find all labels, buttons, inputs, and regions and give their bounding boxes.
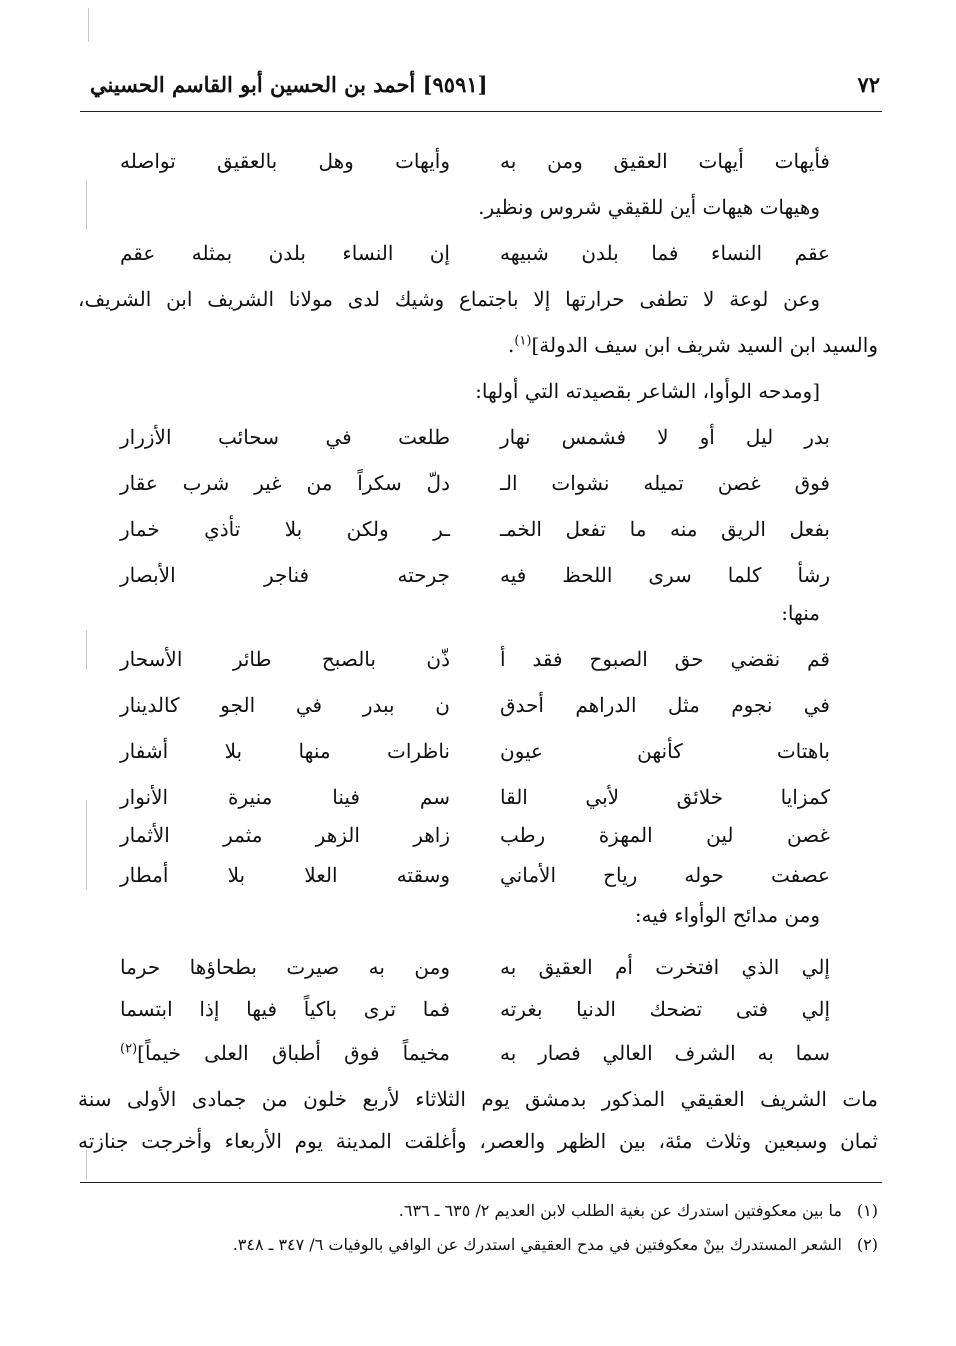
verse-line: [120, 636, 830, 682]
running-head-title: [٩٥٩١] أحمد بن الحسين أبو القاسم الحسيني: [90, 72, 488, 97]
verse-ajuz: فما ترى باكياً فيها إذا ابتسما: [120, 997, 450, 1021]
scan-mark: [88, 8, 89, 42]
prose-line: مات الشريف العقيقي المذكور بدمشق يوم الثلاثاء لأربع خلون من جمادى الأولى سنة: [78, 1087, 878, 1111]
prose-line: [78, 322, 878, 368]
verse-ajuz: [120, 1030, 450, 1076]
prose-line: وعن لوعة لا تطفى حرارتها إلا باجتماع وشيك لدى مولانا الشريف ابن الشريف،: [78, 287, 820, 311]
verse-sadr: فوق غصن تميله نشوات الـ: [500, 471, 830, 495]
verse-sadr: كمزايا خلائق لأبي القا: [500, 785, 830, 809]
footnote-text: الشعر المستدرك بينْ معكوفتين في مدح العقيقي استدرك عن الوافي بالوفيات ٦/ ٣٤٧ ـ ٣٤٨.: [232, 1235, 842, 1254]
verse-line: [120, 682, 830, 728]
verse-sadr: إلي فتى تضحك الدنيا بغرته: [500, 997, 830, 1021]
prose-line: وهيهات هيهات أين للقيقي شروس ونظير.: [478, 195, 820, 219]
verse-line: [120, 1030, 830, 1076]
verse-ajuz: وأيهات وهل بالعقيق تواصله: [120, 149, 450, 173]
footnote-number: (٢): [856, 1235, 878, 1254]
scan-mark: [86, 800, 87, 890]
scan-mark: [86, 630, 87, 670]
verse-ajuz-text: مخيماً فوق أطباق العلى خيماً]: [137, 1041, 450, 1065]
footnote: [150, 1196, 878, 1226]
verse-ajuz: دلّ سكراً من غير شرب عقار: [120, 471, 450, 495]
footnote: [150, 1230, 878, 1260]
footnote-marker: (٢): [120, 1041, 138, 1057]
verse-line: [120, 230, 830, 276]
footnote-rule: [80, 1182, 882, 1183]
running-head: [90, 72, 880, 108]
section-label: منها:: [781, 601, 820, 625]
verse-sadr: إلي الذي افتخرت أم العقيق به: [500, 955, 830, 979]
verse-line: [120, 414, 830, 460]
verse-ajuz: ن ببدر في الجو كالدينار: [120, 693, 450, 717]
footnote-text: ما بين معكوفتين استدرك عن بغية الطلب لابن العديم ٢/ ٦٣٥ ـ ٦٣٦.: [398, 1201, 842, 1220]
verse-line: [120, 138, 830, 184]
verse-ajuz: طلعت في سحائب الأزرار: [120, 425, 450, 449]
verse-line: [120, 728, 830, 774]
verse-sadr: فأيهات أيهات العقيق ومن به: [500, 149, 830, 173]
verse-sadr: عقم النساء فما بلدن شبيهه: [500, 241, 830, 265]
prose-line: ثمان وسبعين وثلاث مئة، بين الظهر والعصر، وأغلقت المدينة يوم الأربعاء وأخرجت جنازته: [78, 1129, 878, 1153]
footnote-marker: (١): [514, 333, 532, 349]
verse-sadr: بدر ليل أو لا فشمس نهار: [500, 425, 830, 449]
poem-intro: ومن مدائح الوأواء فيه:: [634, 903, 820, 927]
verse-sadr: غصن لين المهزة رطب: [500, 823, 830, 847]
verse-ajuz: ـر ولكن بلا تأذي خمار: [120, 517, 450, 541]
verse-ajuz: زاهر الزهر مثمر الأثمار: [120, 823, 450, 847]
prose-text: والسيد ابن السيد شريف ابن سيف الدولة]: [531, 333, 878, 357]
footnote-number: (١): [856, 1201, 878, 1220]
verse-sadr: قم نقضي حق الصبوح فقد أ: [500, 647, 830, 671]
verse-sadr: بفعل الريق منه ما تفعل الخمـ: [500, 517, 830, 541]
verse-sadr: عصفت حوله رياح الأماني: [500, 863, 830, 887]
verse-ajuz: وسقته العلا بلا أمطار: [120, 863, 450, 887]
verse-sadr: رشأ كلما سرى اللحظ فيه: [500, 563, 830, 587]
page-number: ٧٢: [857, 72, 880, 97]
verse-ajuz: إن النساء بلدن بمثله عقم: [120, 241, 450, 265]
verse-ajuz: سم فينا منيرة الأنوار: [120, 785, 450, 809]
verse-sadr: سما به الشرف العالي فصار به: [500, 1041, 830, 1065]
verse-line: [120, 506, 830, 552]
verse-sadr: في نجوم مثل الدراهم أحدق: [500, 693, 830, 717]
verse-ajuz: ومن به صيرت بطحاؤها حرما: [120, 955, 450, 979]
verse-ajuz: ذّن بالصبح طائر الأسحار: [120, 647, 450, 671]
verse-ajuz: جرحته فناجر الأبصار: [120, 563, 450, 587]
header-rule: [80, 111, 882, 112]
prose-text: .: [507, 333, 515, 357]
verse-line: [120, 986, 830, 1032]
verse-line: [120, 460, 830, 506]
verse-line: [120, 944, 830, 990]
poem-intro: [ومدحه الوأوا، الشاعر بقصيدته التي أولها:: [475, 379, 820, 403]
verse-sadr: باهتات كأنهن عيون: [500, 739, 830, 763]
verse-ajuz: ناظرات منها بلا أشفار: [120, 739, 450, 763]
